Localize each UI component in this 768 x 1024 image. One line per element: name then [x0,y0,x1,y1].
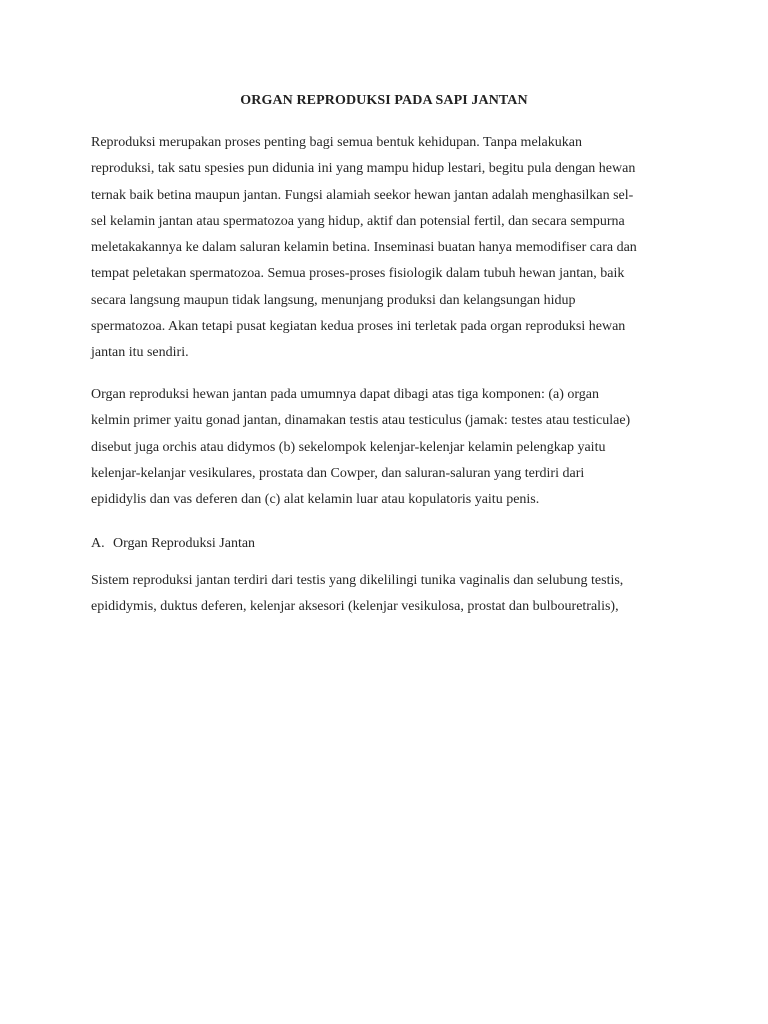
text-line: jantan itu sendiri. [91,345,189,361]
text-line: ternak baik betina maupun jantan. Fungsi alamiah seekor hewan jantan adalah menghasilkan sel- [91,187,634,203]
text-line: tempat peletakan spermatozoa. Semua proses-proses fisiologik dalam tubuh hewan jantan, baik [91,266,625,282]
text-line: spermatozoa. Akan tetapi pusat kegiatan kedua proses ini terletak pada organ reproduksi hewan [91,319,626,335]
paragraph-components [91,382,681,513]
text-line: disebut juga orchis atau didymos (b) sekelompok kelenjar-kelenjar kelamin pelengkap yaitu [91,439,606,455]
text-line: kelenjar-kelanjar vesikulares, prostata dan Cowper, dan saluran-saluran yang terdiri dari [91,465,585,481]
paragraph-system [91,568,681,621]
text-line: kelmin primer yaitu gonad jantan, dinamakan testis atau testiculus (jamak: testes atau testiculae) [91,413,631,429]
text-line: Reproduksi merupakan proses penting bagi semua bentuk kehidupan. Tanpa melakukan [91,135,582,150]
text-line: Organ reproduksi hewan jantan pada umumnya dapat dibagi atas tiga komponen: (a) organ [91,387,599,402]
text-line: epididymis, duktus deferen, kelenjar aksesori (kelenjar vesikulosa, prostat dan bulbouretralis), [91,599,619,615]
paragraph-intro [91,130,681,367]
text-line: reproduksi, tak satu spesies pun didunia ini yang mampu hidup lestari, begitu pula dengan hewan [91,161,636,177]
section-heading-text: Organ Reproduksi Jantan [113,536,256,551]
text-line: meletakakannya ke dalam saluran kelamin betina. Inseminasi buatan hanya memodifiser cara dan [91,240,637,256]
text-line: Sistem reproduksi jantan terdiri dari testis yang dikelilingi tunika vaginalis dan selubung testis, [91,573,624,588]
text-line: secara langsung maupun tidak langsung, menunjang produksi dan kelangsungan hidup [91,292,576,308]
text-line: epididylis dan vas deferen dan (c) alat kelamin luar atau kopulatoris yaitu penis. [91,492,540,508]
document-title: ORGAN REPRODUKSI PADA SAPI JANTAN [240,93,528,108]
text-line: sel kelamin jantan atau spermatozoa yang hidup, aktif dan potensial fertil, dan secara sempurna [91,213,625,229]
section-number: A. [91,536,105,551]
section-heading-a [91,531,255,557]
